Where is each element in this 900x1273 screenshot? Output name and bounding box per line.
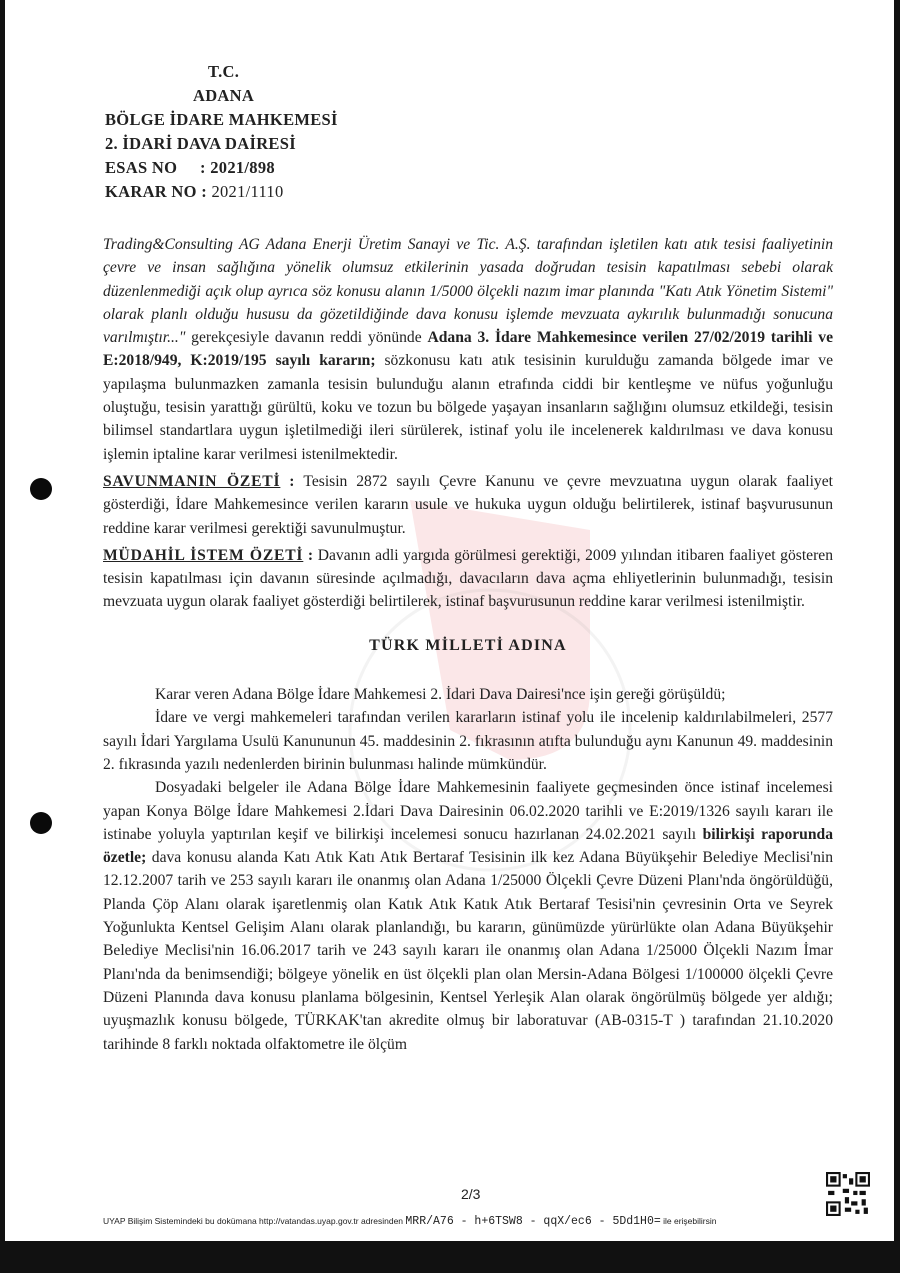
document-body bbox=[103, 233, 833, 1056]
header-chamber: 2. İDARİ DAVA DAİRESİ bbox=[105, 134, 296, 153]
header-tc: T.C. bbox=[208, 62, 240, 81]
karar-value: 2021/1110 bbox=[211, 182, 284, 201]
section-title: TÜRK MİLLETİ ADINA bbox=[369, 636, 567, 654]
footer-prefix: UYAP Bilişim Sistemindeki bu dokümana http://vatandas.uyap.gov.tr adresinden bbox=[103, 1216, 404, 1226]
mudahil-heading: MÜDAHİL İSTEM ÖZETİ bbox=[103, 546, 304, 564]
binder-hole-top bbox=[30, 478, 52, 500]
page-number: 2/3 bbox=[461, 1186, 481, 1202]
paragraph-appeal bbox=[103, 233, 833, 466]
expert-report-label: bilirkişi raporunda özetle; bbox=[103, 825, 833, 867]
text-fragment: sözkonusu katı atık tesisinin kurulduğu zamanda bölgede imar ve yapılaşma bulunmazken zamanla tesisin bulunduğu alanın etrafında ciddi bir kentleşme ve nüfus yoğunluğu oluştuğu, tesisin yarattığı gürültü, koku ve tozun bu bölgede yaşayan insanların sağlığını olumsuz etkildeği, tesisin bilimsel standartlara uygun işletilmediği ileri sürülerek, istinaf yolu ile incelenerek kaldırılması ve dava konusu işlemin iptaline karar verilmesi istenilmektedir. bbox=[103, 352, 834, 463]
header-karar bbox=[105, 180, 338, 204]
header-esas bbox=[105, 156, 338, 180]
scan-border-bottom bbox=[0, 1241, 900, 1273]
paragraph-mudahil bbox=[103, 544, 833, 614]
verification-code: MRR/A76 - h+6TSW8 - qqX/ec6 - 5Dd1H0= bbox=[405, 1215, 661, 1228]
scan-border-left bbox=[0, 0, 5, 1273]
text-fragment: Dosyadaki belgeler ile Adana Bölge İdare Mahkemesinin faaliyete geçmesinden önce istinaf incelemesi yapan Konya Bölge İdare Mahkemesi 2.İdari Dava Dairesinin 06.02.2020 tarihli ve E:2019/1326 sayılı kararı ile istinabe yoluyla yaptırılan keşif ve bilirkişi incelemesi sonucu hazırlanan 24.02.2021 sayılı bbox=[103, 779, 833, 843]
scan-border-right bbox=[894, 0, 900, 1273]
header-city: ADANA bbox=[193, 86, 255, 105]
footer-verification bbox=[103, 1215, 717, 1228]
binder-hole-bottom bbox=[30, 812, 52, 834]
paragraph-savunma bbox=[103, 470, 833, 540]
paragraph-karar: Karar veren Adana Bölge İdare Mahkemesi 2. İdari Dava Dairesi'nce işin gereği görüşüldü; bbox=[155, 686, 726, 704]
esas-label: ESAS NO bbox=[105, 158, 178, 177]
mudahil-text: Davanın adli yargıda görülmesi gerektiği, 2009 yılından itibaren faaliyet gösteren tesisin kapatılması için davanın süresinde açılmadığı, davacıların dava açma ehliyetlerinin bulunmadığı, tesisin mevzuata uygun olarak faaliyet gösterdiği belirtilerek, istinaf başvurusunun reddine karar verilmesi istenilmiştir. bbox=[103, 546, 833, 611]
paragraph-idare: İdare ve vergi mahkemeleri tarafından verilen kararların istinaf yolu ile incelenip kaldırılabilmeleri, 2577 sayılı İdari Yargılama Usulü Kanununun 45. maddesinin 2. fıkrasının atıfta bulunduğu aynı Kanunun 49. maddesinin 2. fıkrasında yazılı nedenlerden birinin bulunması halinde mümkündür. bbox=[103, 709, 833, 773]
lower-court-decision: Adana 3. İdare Mahkemesince verilen 27/02/2019 tarihli ve E:2018/949, K:2019/195 sayılı kararın; bbox=[103, 329, 833, 370]
text-fragment: gerekçesiyle davanın reddi yönünde bbox=[185, 329, 428, 347]
karar-label: KARAR NO : bbox=[105, 182, 207, 201]
text-fragment: dava konusu alanda Katı Atık Katı Atık Bertaraf Tesisinin ilk kez Adana Büyükşehir Belediye Meclisi'nin 12.12.2007 tarih ve 253 sayılı kararı ile onanmış olan Adana 1/25000 Ölçekli Çevre Düzeni Planı'nda öngörüldüğü, Planda Çöp Alanı olarak işaretlenmiş olan Katık Atık Katık Atık Bertaraf Tesisi'nin çevresinin Orta ve Seyrek Yoğunlukta Kentsel Gelişim Alanı olarak planlandığı, bu kararın, günümüzde yürürlükte olan Adana Büyükşehir Belediye Meclisi'nin 16.06.2017 tarih ve 243 sayılı kararı ile onanmış olan Adana 1/25000 Ölçekli Nazım İmar Planı'nda da benimsendiği; bölgeye yönelik en üst ölçekli plan olan Mersin-Adana Bölgesi 1/100000 ölçekli Çevre Düzeni Planında dava konusu planlama bölgesinin, Kentsel Yerleşik Alan olarak öngörülmüş bölgede yer aldığı; uyuşmazlık konusu bölgede, TÜRKAK'tan akredite olmuş bir laboratuvar (AB-0315-T ) tarafından 21.10.2020 tarihinde 8 farklı noktada olfaktometre ile ölçüm bbox=[103, 849, 833, 1053]
qr-code-icon bbox=[826, 1172, 870, 1216]
esas-value: : 2021/898 bbox=[200, 158, 275, 177]
separator: : bbox=[303, 546, 318, 564]
separator: : bbox=[280, 472, 304, 490]
quoted-reasoning: Trading&Consulting AG Adana Enerji Üretim Sanayi ve Tic. A.Ş. tarafından işletilen katı atık tesisi faaliyetinin çevre ve insan sağlığına yönelik olumsuz etkilerinin yasada doğrudan tesisin kapatılması sebebi olarak düzenlenmediği açık olup ayrıca söz konusu alanın 1/5000 ölçekli nazım imar planında "Katı Atık Yönetim Sistemi" olarak planlı olduğu hususu da gözetildiğinde dava konusu işlemde mevzuata aykırılık bulunmadığı sonucuna varılmıştır..." bbox=[103, 236, 833, 347]
savunma-text: Tesisin 2872 sayılı Çevre Kanunu ve çevre mevzuatına uygun olarak faaliyet gösterdiği, İdare Mahkemesince verilen kararın usule ve hukuka uygun olduğu belirtilerek, istinaf başvurusunun reddine karar verilmesi gerektiği savunulmuştur. bbox=[103, 472, 833, 537]
header-court: BÖLGE İDARE MAHKEMESİ bbox=[105, 110, 338, 129]
paragraph-dosya bbox=[103, 776, 833, 1056]
court-header bbox=[105, 60, 338, 204]
savunma-heading: SAVUNMANIN ÖZETİ bbox=[103, 472, 281, 490]
footer-suffix: ile erişebilirsin bbox=[663, 1216, 717, 1226]
